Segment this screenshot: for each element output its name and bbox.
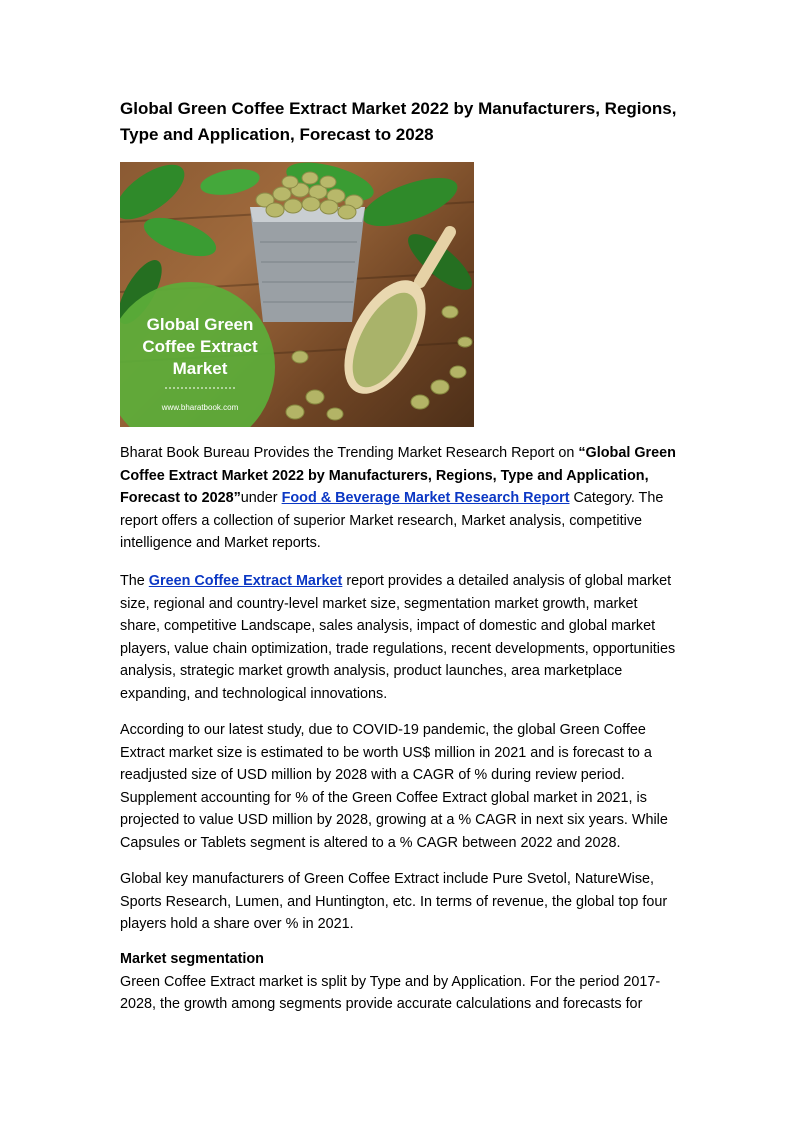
the-text: The xyxy=(120,573,149,589)
overlay-line2: Coffee Extract xyxy=(142,337,258,356)
segmentation-text: Green Coffee Extract market is split by Type and by Application. For the period 2017-2028, the growth among segments provide accurate calculations and forecasts for xyxy=(120,973,661,1013)
green-coffee-extract-market-link[interactable]: Green Coffee Extract Market xyxy=(148,573,343,589)
segmentation-section xyxy=(120,948,680,1016)
segmentation-heading: Market segmentation xyxy=(120,951,264,967)
market-overview-paragraph xyxy=(120,570,680,706)
covid-study-paragraph: According to our latest study, due to COVID-19 pandemic, the global Green Coffee Extract market size is estimated to be worth US$ million in 2021 and is forecast to a readjusted size of USD million by 2028 with a CAGR of % during review period. Supplement accounting for % of the Green Coffee Extract global market in 2021, is projected to value USD million by 2028, growing at a % CAGR in next six years. While Capsules or Tablets segment is altered to a % CAGR between 2022 and 2028. xyxy=(120,722,668,851)
overview-rest-text: report provides a detailed analysis of global market size, regional and country-level market size, segmentation market growth, market share, competitive Landscape, sales analysis, impact of domestic and global market players, value chain optimization, trade regulations, recent developments, opportunities analysis, strategic market growth analysis, product launches, area marketplace expanding, and technological innovations. xyxy=(120,573,676,702)
intro-paragraph xyxy=(120,442,680,555)
overlay-line3: Market xyxy=(172,359,228,378)
intro-rest-text: Category. The report offers a collection of superior Market research, Market analysis, competitive intelligence and Market reports. xyxy=(120,490,664,552)
report-title-bold: “Global Green Coffee Extract Market 2022 by Manufacturers, Regions, Type and Application, Forecast to 2028” xyxy=(120,445,676,507)
manufacturers-paragraph: Global key manufacturers of Green Coffee Extract include Pure Svetol, NatureWise, Sports Research, Lumen, and Huntington, etc. In terms of revenue, the global top four players hold a share over % in 2021. xyxy=(120,871,668,933)
page-title: Global Green Coffee Extract Market 2022 by Manufacturers, Regions, Type and Application, Forecast to 2028 xyxy=(120,99,677,144)
food-beverage-report-link[interactable]: Food & Beverage Market Research Report xyxy=(281,490,570,507)
under-text: under xyxy=(240,490,282,507)
overlay-line1: Global Green xyxy=(146,315,254,334)
intro-text: Bharat Book Bureau Provides the Trending Market Research Report on xyxy=(120,445,579,461)
bucket-icon xyxy=(250,207,365,322)
hero-image xyxy=(120,162,474,427)
overlay-url: www.bharatbook.com xyxy=(161,403,239,412)
